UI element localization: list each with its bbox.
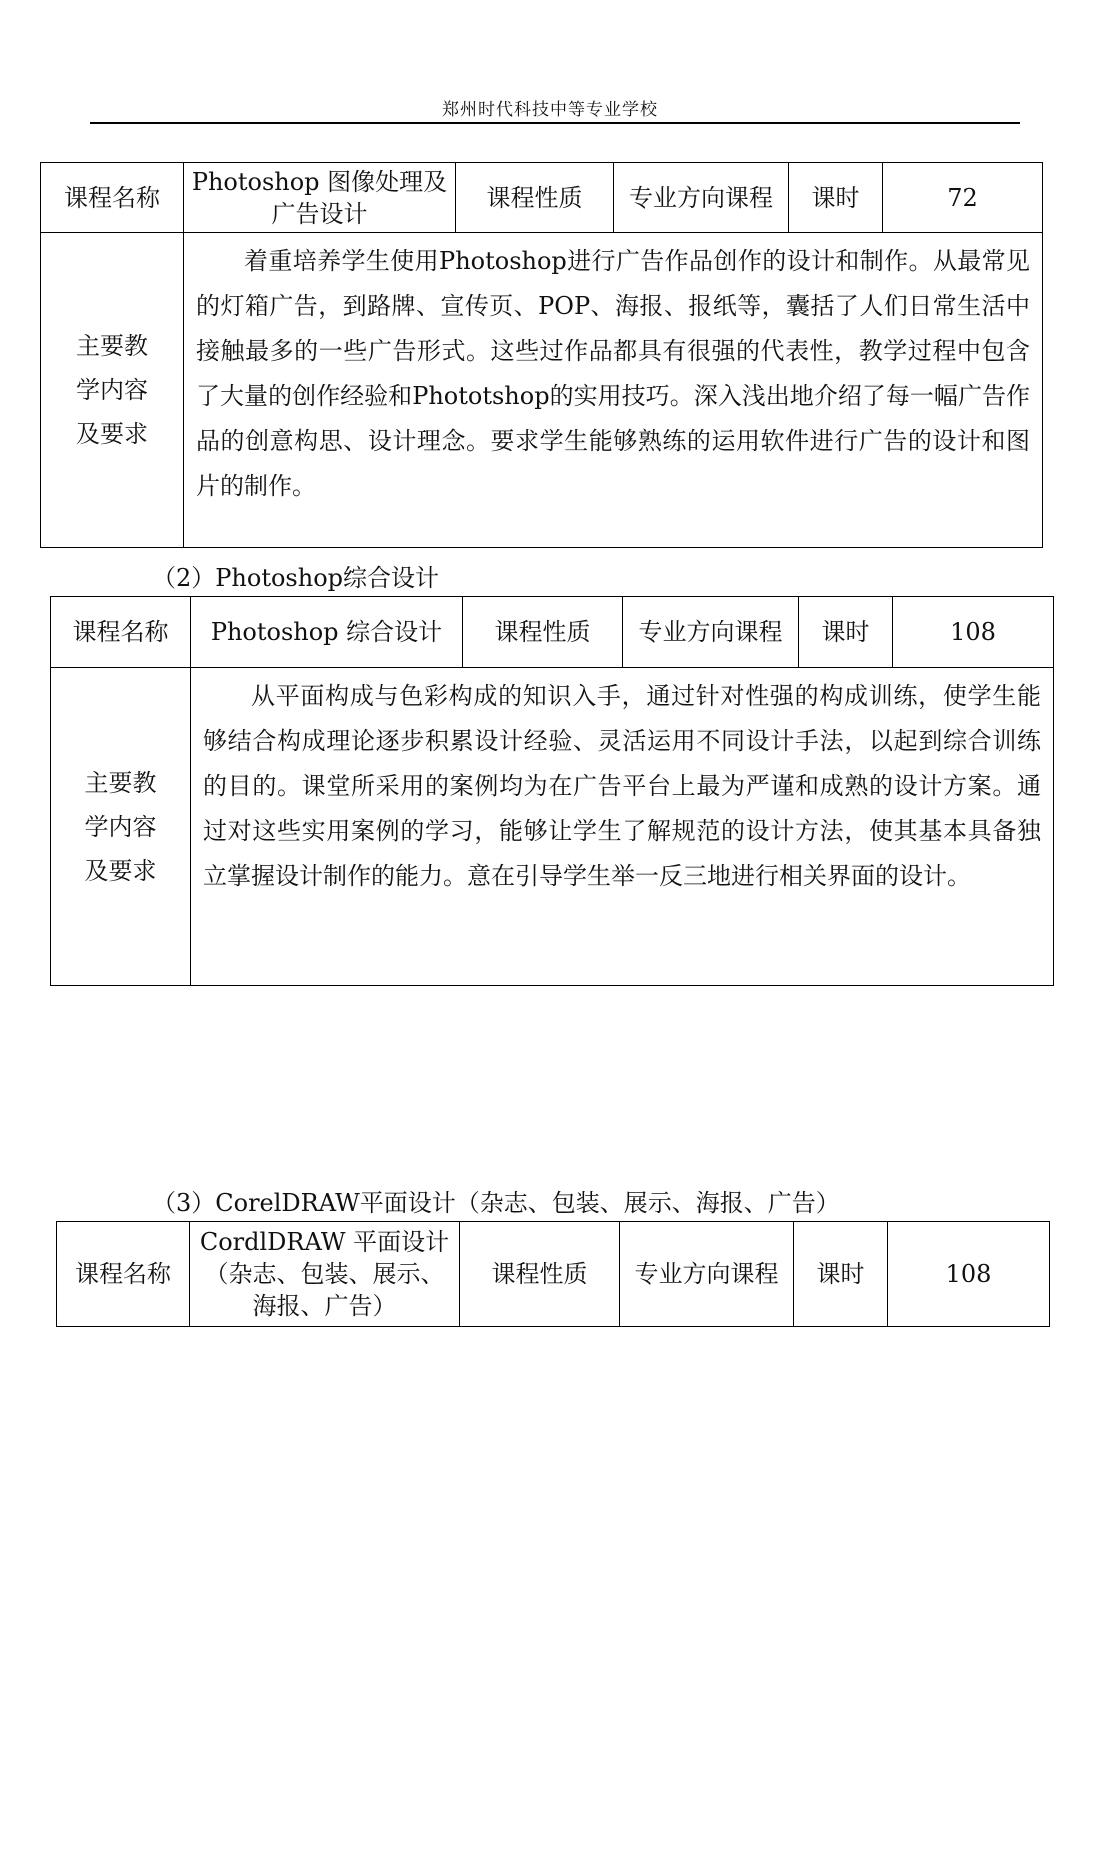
course-nature-label: 课程性质 <box>463 597 623 668</box>
content-text: 着重培养学生使用Photoshop进行广告作品创作的设计和制作。从最常见的灯箱广告，到路牌、宣传页、POP、海报、报纸等，囊括了人们日常生活中接触最多的一些广告形式。这些过作品都具有很强的代表性，教学过程中包含了大量的创作经验和Phototshop的实用技巧。深入浅出地介绍了每一幅广告作品的创意构思、设计理念。要求学生能够熟练的运用软件进行广告的设计和图片的制作。 <box>196 247 1030 500</box>
content-text: 从平面构成与色彩构成的知识入手，通过针对性强的构成训练，使学生能够结合构成理论逐步积累设计经验、灵活运用不同设计手法，以起到综合训练的目的。课堂所采用的案例均为在广告平台上最为严谨和成熟的设计方案。通过对这些实用案例的学习，能够让学生了解规范的设计方法，使其基本具备独立掌握设计制作的能力。意在引导学生举一反三地进行相关界面的设计。 <box>203 682 1041 890</box>
course-nature-value: 专业方向课程 <box>620 1222 794 1327</box>
content-label: 主要教 学内容 及要求 <box>41 233 184 548</box>
hours-label: 课时 <box>789 163 883 233</box>
course-table-photoshop-comprehensive <box>50 596 1054 986</box>
course-header-row <box>51 597 1054 668</box>
course-table-coreldraw <box>56 1221 1050 1327</box>
course-table-photoshop-ad <box>40 162 1043 548</box>
content-text-cell <box>191 668 1054 986</box>
course-name-label: 课程名称 <box>41 163 184 233</box>
hours-value: 72 <box>883 163 1043 233</box>
section-title-2: （2）Photoshop综合设计 <box>152 564 440 592</box>
course-nature-label: 课程性质 <box>456 163 614 233</box>
hours-value: 108 <box>888 1222 1050 1327</box>
course-name-value: Photoshop 综合设计 <box>191 597 463 668</box>
course-name-label: 课程名称 <box>51 597 191 668</box>
school-header-title: 郑州时代科技中等专业学校 <box>442 100 658 120</box>
course-name-value: CordlDRAW 平面设计（杂志、包装、展示、海报、广告） <box>190 1222 460 1327</box>
content-label: 主要教 学内容 及要求 <box>51 668 191 986</box>
course-content-row <box>51 668 1054 986</box>
course-content-row <box>41 233 1043 548</box>
section-title-3: （3）CorelDRAW平面设计（杂志、包装、展示、海报、广告） <box>152 1189 840 1217</box>
course-header-row <box>57 1222 1050 1327</box>
hours-label: 课时 <box>799 597 893 668</box>
course-name-value: Photoshop 图像处理及广告设计 <box>184 163 456 233</box>
course-nature-value: 专业方向课程 <box>614 163 789 233</box>
content-text-cell <box>184 233 1043 548</box>
course-header-row <box>41 163 1043 233</box>
course-name-label: 课程名称 <box>57 1222 190 1327</box>
hours-label: 课时 <box>794 1222 888 1327</box>
header-divider <box>90 122 1020 124</box>
hours-value: 108 <box>893 597 1054 668</box>
course-nature-value: 专业方向课程 <box>623 597 799 668</box>
course-nature-label: 课程性质 <box>460 1222 620 1327</box>
